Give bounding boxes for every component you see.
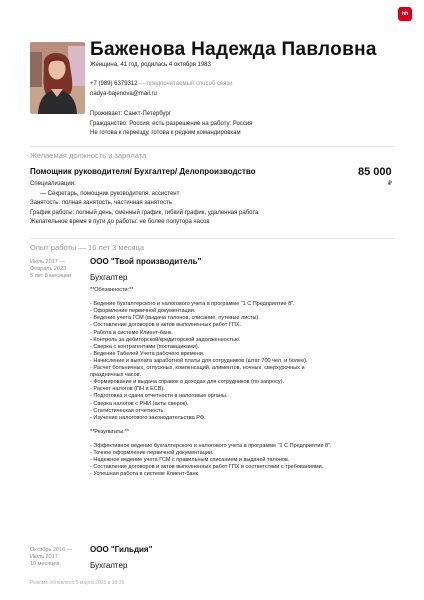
desired-position-title: Помощник руководителя/ Бухгалтер/ Делопроизводство: [30, 167, 256, 176]
job-period: [30, 259, 71, 280]
description-line: - Точное оформление первичной документации.: [90, 450, 214, 457]
company-name: ООО "Гильдия": [90, 545, 153, 554]
description-line: - Начисление и выплата заработной платы для сотрудников (штат 700 чел. и более).: [90, 357, 308, 364]
description-line: **Результаты:**: [90, 428, 130, 435]
candidate-name: Баженова Надежда Павловна: [90, 39, 377, 60]
description-line: - Сверка с контрагентами (поставщиками).: [90, 343, 200, 350]
specialization-item: — Секретарь, помощник руководителя, ассистент: [40, 190, 180, 197]
job-duration: 5 лет 8 месяцев: [30, 273, 71, 279]
email-link[interactable]: nadya-bajenova@mail.ru: [90, 90, 157, 97]
job-start: Октябрь 2016 —: [30, 547, 73, 553]
specialization-label: Специализации:: [30, 181, 76, 187]
description-line: - Ведение Табелей Учета рабочего времени.: [90, 350, 205, 357]
company-name: ООО "Твой производитель": [90, 257, 202, 266]
description-line: - Оформление первичной документации.: [90, 308, 196, 315]
description-line: - Статистическая отчетность.: [90, 407, 165, 414]
location-block: [90, 110, 253, 139]
job-period: [30, 547, 72, 568]
description-line: - Подготовка и сдача отчетности в налоговые органы.: [90, 393, 228, 400]
job-end: Февраль 2023: [30, 266, 67, 272]
profile-photo: [30, 42, 85, 114]
job-description: [90, 287, 400, 479]
description-line: - Надежное ведение учета ГСМ с правильным списанием и выдачей талонов.: [90, 457, 290, 464]
description-line: [90, 436, 400, 443]
job-role: Бухгалтер: [90, 273, 128, 282]
hh-logo: hh: [398, 7, 412, 21]
divider: [30, 238, 395, 239]
phone-note: — предпочитаемый способ связи: [139, 81, 233, 87]
job-start: Июль 2017 —: [30, 259, 65, 265]
relocation: Не готова к переезду, готова к редким командировкам: [90, 130, 241, 136]
candidate-meta: Женщина, 41 год, родилась 4 октября 1983: [90, 62, 211, 68]
description-line: [90, 294, 400, 301]
resume-updated-note: Резюме обновлено 5 марта 2025 в 18:39: [30, 580, 125, 586]
job-end: Июль 2017: [30, 554, 58, 560]
contacts-block: [90, 80, 233, 99]
section-title-experience: Опыт работы — 16 лет 3 месяца: [30, 243, 145, 252]
description-line: - Успешная работа в системе Клиент-банк: [90, 471, 198, 478]
description-line: - Расчет больничных, отпускных, компенсаций, алиментов, ночных, сверхурочных и: [90, 365, 305, 372]
description-line: - Составление договоров и актов выполненных работ ГПХ.: [90, 322, 241, 329]
phone-number[interactable]: +7 (989) 6379312: [90, 81, 138, 87]
description-line: - Работа в системе Клиент-банк.: [90, 329, 173, 336]
description-line: - Изучение налогового законодательства РФ.: [90, 414, 206, 421]
desired-salary: 85 000: [358, 166, 392, 178]
employment-type: Занятость: полная занятость, частичная занятость: [30, 200, 172, 206]
job-role: Бухгалтер: [90, 561, 128, 570]
description-line: - Контроль за дебиторской/кредиторской задолженностью.: [90, 336, 241, 343]
description-line: **Обязанности:**: [90, 287, 134, 293]
job-duration: 10 месяцев: [30, 561, 60, 567]
description-line: - Сверка налогов с РНИ (акты сверок).: [90, 400, 189, 407]
section-title-desired: Желаемая должность и зарплата: [30, 151, 147, 160]
description-line: - Ведение учета ГСМ (выдача талонов, списание, путевые листы).: [90, 315, 260, 322]
citizenship: Гражданство: Россия, есть разрешение на работу: Россия: [90, 120, 253, 127]
description-line: праздничных часов.: [90, 372, 142, 379]
description-line: - Ведение бухгалтерского и налогового учета в программе "1 С Предприятие 8".: [90, 301, 295, 308]
description-line: - Формирование и выдача справок о доходах для сотрудников (по запросу).: [90, 379, 284, 386]
currency-sign: ₽: [388, 181, 392, 187]
description-line: - Эффективное ведение бухгалтерского и налогового учета в программе "1 С Предприятие 8".: [90, 443, 332, 450]
description-line: - Составление договоров и актов выполненных работ ГПХ в соответствии с требованиями.: [90, 464, 324, 471]
phone-row: [90, 80, 233, 88]
travel-time: Желательное время в пути до работы: не более полутора часов: [30, 219, 210, 225]
divider: [30, 146, 395, 147]
description-line: [90, 422, 400, 429]
work-schedule: График работы: полный день, сменный график, гибкий график, удаленная работа: [30, 209, 259, 216]
residence: Проживает: Санкт-Петербург: [90, 111, 172, 117]
description-line: - Расчет налогов (ПН и ЕСВ).: [90, 386, 165, 393]
desired-details: [30, 180, 258, 228]
